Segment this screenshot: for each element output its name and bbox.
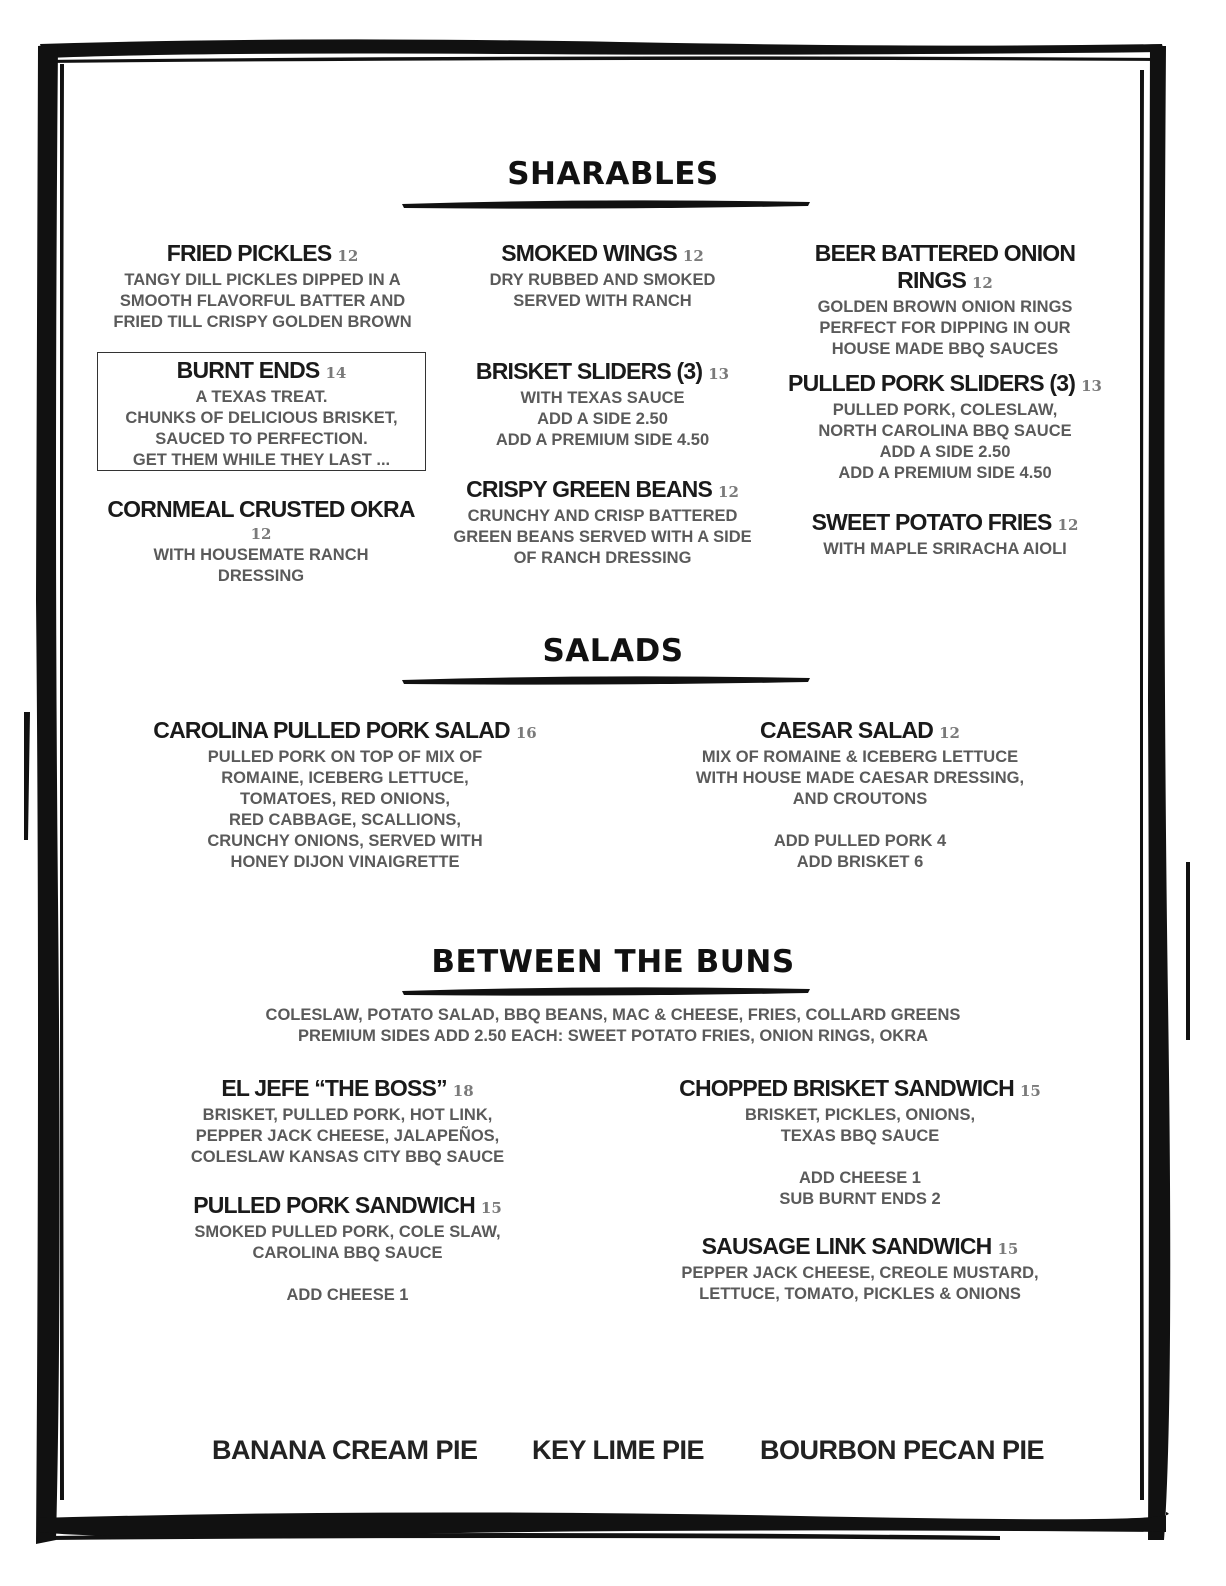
item-name: CAESAR SALAD 12 <box>759 717 960 743</box>
item-name: PULLED PORK SLIDERS (3) 13 <box>788 370 1102 396</box>
item-name: FRIED PICKLES 12 <box>166 240 359 266</box>
item-name: SAUSAGE LINK SANDWICH 15 <box>701 1233 1019 1259</box>
menu-item-caesar-salad <box>680 717 1040 873</box>
item-name: SWEET POTATO FRIES 12 <box>811 509 1079 535</box>
item-price: 12 <box>939 724 960 742</box>
item-name: PULLED PORK SANDWICH 15 <box>193 1192 502 1218</box>
item-price: 15 <box>997 1240 1019 1258</box>
item-price: 14 <box>325 364 347 382</box>
item-description: BRISKET, PULLED PORK, HOT LINK, PEPPER JACK CHEESE, JALAPEÑOS, COLESLAW KANSAS CITY BBQ SAUCE <box>190 1106 505 1166</box>
menu-item-chopped-brisket <box>670 1075 1050 1210</box>
item-price: 12 <box>682 247 704 265</box>
item-name: CAROLINA PULLED PORK SALAD 16 <box>153 717 537 743</box>
menu-item-pulled-pork-sliders <box>785 370 1105 484</box>
item-name: BRISKET SLIDERS (3) 13 <box>475 358 730 384</box>
item-description: TANGY DILL PICKLES DIPPED IN A SMOOTH FLAVORFUL BATTER AND FRIED TILL CRISPY GOLDEN BROWN <box>113 271 412 331</box>
menu-item-okra <box>100 496 422 587</box>
item-description: PEPPER JACK CHEESE, CREOLE MUSTARD, LETTUCE, TOMATO, PICKLES & ONIONS <box>681 1264 1039 1303</box>
item-description: WITH HOUSEMATE RANCH DRESSING <box>153 546 369 585</box>
item-description: WITH TEXAS SAUCE ADD A SIDE 2.50 ADD A PREMIUM SIDE 4.50 <box>495 389 710 449</box>
item-description: BRISKET, PICKLES, ONIONS, TEXAS BBQ SAUCE ADD CHEESE 1 SUB BURNT ENDS 2 <box>744 1106 976 1208</box>
title-underline <box>400 674 812 688</box>
section-title-sharables: SHARABLES <box>507 156 719 192</box>
menu-item-el-jefe <box>180 1075 515 1168</box>
title-underline <box>400 198 812 212</box>
item-name: CHOPPED BRISKET SANDWICH 15 <box>679 1075 1041 1101</box>
item-price: 18 <box>452 1082 474 1100</box>
item-description: PULLED PORK ON TOP OF MIX OF ROMAINE, ICEBERG LETTUCE, TOMATOES, RED ONIONS, RED CABBAGE, SCALLIONS, CRUNCHY ONIONS, SERVED WITH HONEY DIJON VINAIGRETTE <box>207 748 483 871</box>
menu-item-burnt-ends <box>97 352 426 471</box>
item-price: 12 <box>718 483 739 501</box>
item-name: CRISPY GREEN BEANS 12 <box>466 476 739 502</box>
item-price: 16 <box>515 724 537 742</box>
item-description: DRY RUBBED AND SMOKED SERVED WITH RANCH <box>489 271 716 310</box>
menu-item-fried-pickles <box>100 240 425 333</box>
menu-item-smoked-wings <box>445 240 760 312</box>
item-description: PULLED PORK, COLESLAW, NORTH CAROLINA BBQ SAUCE ADD A SIDE 2.50 ADD A PREMIUM SIDE 4.50 <box>818 401 1072 482</box>
sides-list: COLESLAW, POTATO SALAD, BBQ BEANS, MAC & CHEESE, FRIES, COLLARD GREENS PREMIUM SIDES ADD 2.50 EACH: SWEET POTATO FRIES, ONION RINGS, OKRA <box>265 1006 961 1045</box>
item-description: GOLDEN BROWN ONION RINGS PERFECT FOR DIPPING IN OUR HOUSE MADE BBQ SAUCES <box>817 298 1073 358</box>
dessert-key-lime-pie: KEY LIME PIE <box>532 1435 705 1465</box>
item-price: 13 <box>708 365 730 383</box>
item-name: BEER BATTERED ONION RINGS 12 <box>814 240 1076 293</box>
dessert-banana-cream-pie: BANANA CREAM PIE <box>212 1435 478 1465</box>
dessert-bourbon-pecan-pie: BOURBON PECAN PIE <box>760 1435 1045 1465</box>
item-name: EL JEFE “THE BOSS” 18 <box>221 1075 474 1101</box>
item-description: MIX OF ROMAINE & ICEBERG LETTUCE WITH HOUSE MADE CAESAR DRESSING, AND CROUTONS ADD PULLED PORK 4 ADD BRISKET 6 <box>695 748 1025 871</box>
item-price: 15 <box>480 1199 502 1217</box>
menu-item-green-beans <box>445 476 760 569</box>
item-price: 12 <box>337 247 359 265</box>
item-price: 12 <box>971 274 993 292</box>
item-name: CORNMEAL CRUSTED OKRA <box>107 496 415 522</box>
menu-item-sweet-potato-fries <box>800 509 1090 560</box>
menu-item-onion-rings <box>800 240 1090 360</box>
item-price: 15 <box>1019 1082 1041 1100</box>
item-name: BURNT ENDS 14 <box>176 357 347 383</box>
item-description: WITH MAPLE SRIRACHA AIOLI <box>823 540 1067 558</box>
menu-item-carolina-salad <box>150 717 540 873</box>
item-price: 12 <box>1057 516 1079 534</box>
item-description: CRUNCHY AND CRISP BATTERED GREEN BEANS SERVED WITH A SIDE OF RANCH DRESSING <box>453 507 752 567</box>
menu-item-sausage-link <box>670 1233 1050 1305</box>
section-title-buns: BETWEEN THE BUNS <box>431 944 795 980</box>
section-title-salads: SALADS <box>542 633 684 669</box>
menu-item-brisket-sliders <box>445 358 760 451</box>
item-description: A TEXAS TREAT. CHUNKS OF DELICIOUS BRISKET, SAUCED TO PERFECTION. GET THEM WHILE THEY LAST ... <box>125 388 398 469</box>
item-description: SMOKED PULLED PORK, COLE SLAW, CAROLINA BBQ SAUCE ADD CHEESE 1 <box>194 1223 501 1304</box>
item-name: SMOKED WINGS 12 <box>501 240 704 266</box>
item-price: 12 <box>250 525 272 543</box>
item-price: 13 <box>1081 377 1102 395</box>
menu-item-pulled-pork-sandwich <box>180 1192 515 1306</box>
title-underline <box>400 985 812 999</box>
